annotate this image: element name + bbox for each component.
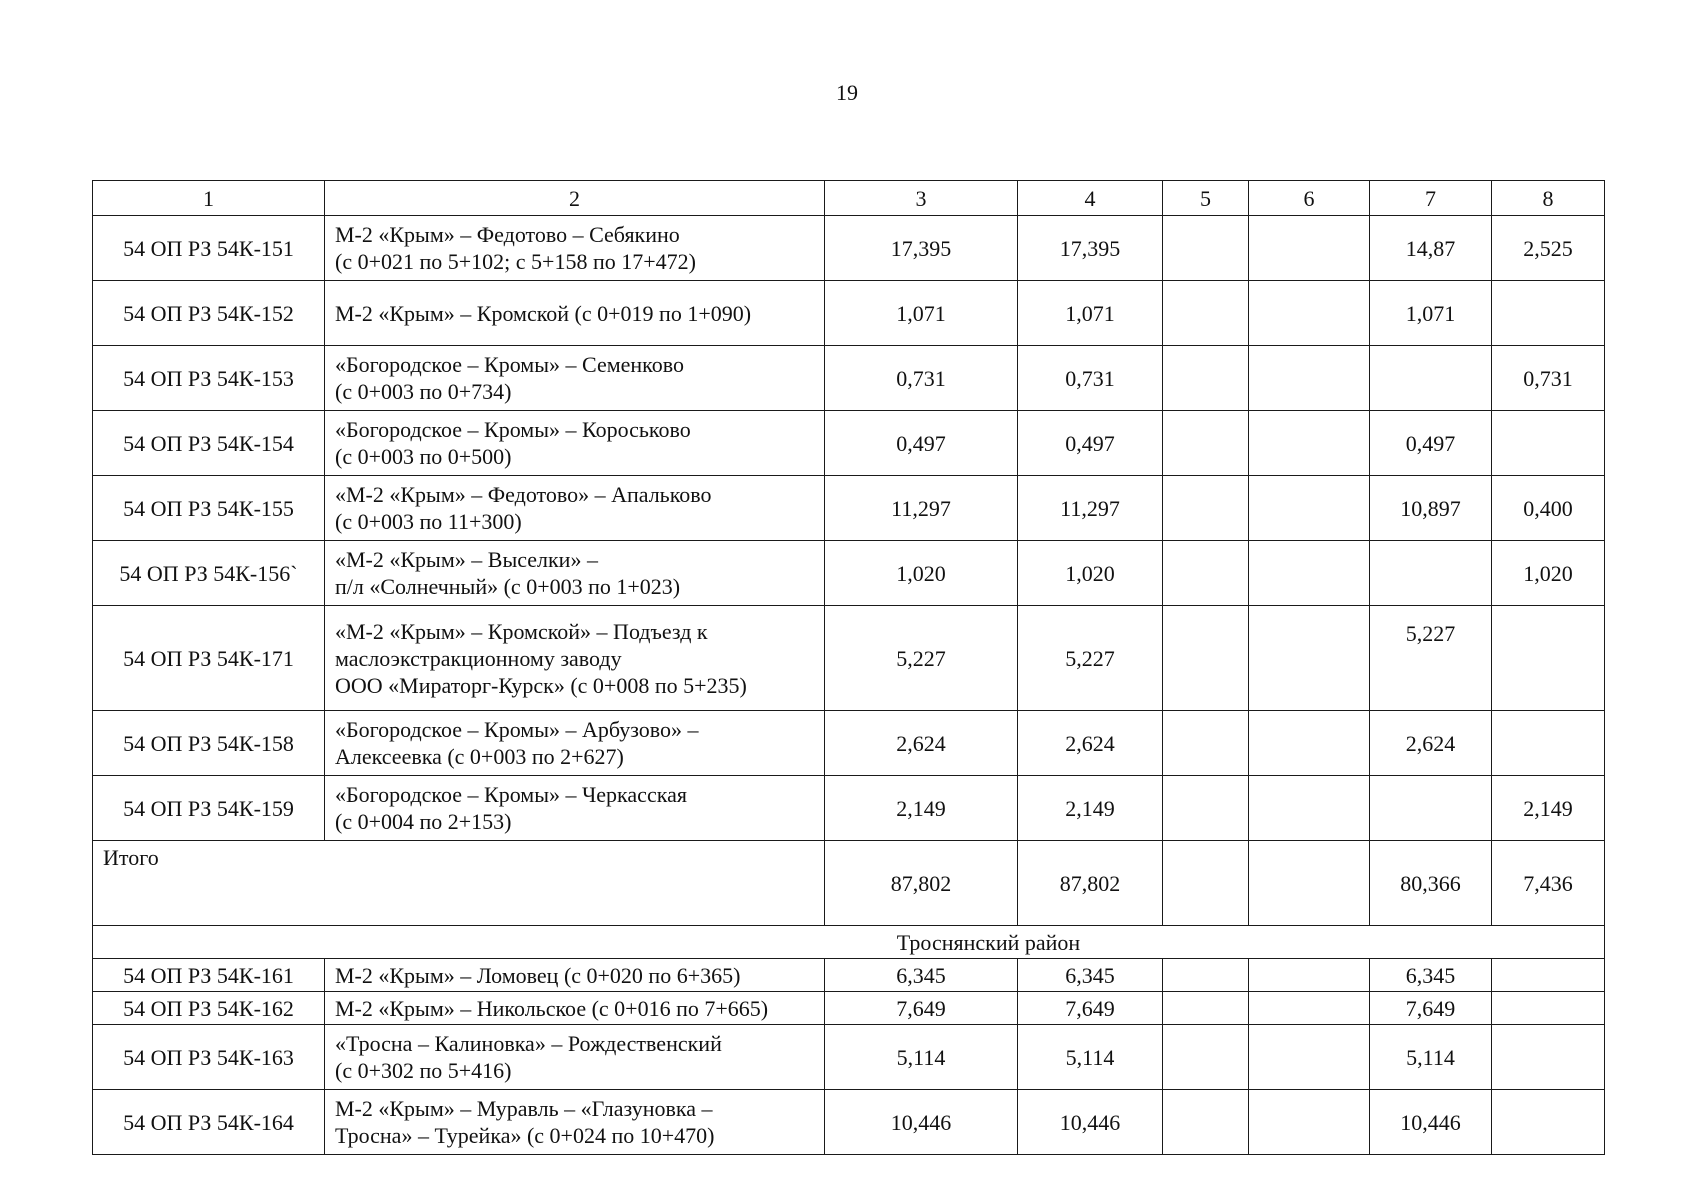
value-cell [1163, 606, 1249, 711]
value-cell: 2,149 [1492, 776, 1605, 841]
value-cell: 2,149 [1018, 776, 1163, 841]
value-cell [1249, 281, 1370, 346]
section-title: Троснянский район [93, 926, 1605, 959]
table-row [93, 476, 1605, 541]
road-name: «Богородское – Кромы» – Семенково (с 0+003 по 0+734) [325, 346, 825, 411]
header-cell: 8 [1492, 181, 1605, 216]
road-name: М-2 «Крым» – Никольское (с 0+016 по 7+665) [325, 992, 825, 1025]
value-cell [1163, 216, 1249, 281]
table-row [93, 1090, 1605, 1155]
value-cell [1163, 281, 1249, 346]
total-label: Итого [93, 841, 825, 926]
value-cell: 2,624 [1370, 711, 1492, 776]
total-value: 87,802 [825, 841, 1018, 926]
value-cell: 5,227 [825, 606, 1018, 711]
table-row [93, 346, 1605, 411]
road-name: «Богородское – Кромы» – Черкасская (с 0+004 по 2+153) [325, 776, 825, 841]
total-value: 80,366 [1370, 841, 1492, 926]
value-cell: 2,149 [825, 776, 1018, 841]
table-row [93, 281, 1605, 346]
value-cell [1249, 541, 1370, 606]
value-cell [1249, 992, 1370, 1025]
table-row [93, 992, 1605, 1025]
road-code: 54 ОП РЗ 54К-161 [93, 959, 325, 992]
value-cell: 5,114 [1018, 1025, 1163, 1090]
value-cell [1249, 1025, 1370, 1090]
table-row [93, 541, 1605, 606]
value-cell [1163, 711, 1249, 776]
header-cell: 1 [93, 181, 325, 216]
road-name: «Богородское – Кромы» – Арбузово» – Алексеевка (с 0+003 по 2+627) [325, 711, 825, 776]
road-code: 54 ОП РЗ 54К-154 [93, 411, 325, 476]
value-cell [1163, 1025, 1249, 1090]
value-cell [1249, 476, 1370, 541]
value-cell: 7,649 [1018, 992, 1163, 1025]
value-cell [1163, 476, 1249, 541]
road-name: М-2 «Крым» – Муравль – «Глазуновка – Тросна» – Турейка» (с 0+024 по 10+470) [325, 1090, 825, 1155]
value-cell: 6,345 [1370, 959, 1492, 992]
value-cell [1492, 959, 1605, 992]
value-cell [1163, 541, 1249, 606]
value-cell: 10,897 [1370, 476, 1492, 541]
value-cell [1249, 776, 1370, 841]
table-row [93, 711, 1605, 776]
table-row [93, 959, 1605, 992]
value-cell [1492, 1025, 1605, 1090]
road-code: 54 ОП РЗ 54К-163 [93, 1025, 325, 1090]
value-cell [1249, 606, 1370, 711]
value-cell [1492, 711, 1605, 776]
road-code: 54 ОП РЗ 54К-164 [93, 1090, 325, 1155]
road-code: 54 ОП РЗ 54К-162 [93, 992, 325, 1025]
table-row [93, 411, 1605, 476]
value-cell: 7,649 [1370, 992, 1492, 1025]
value-cell [1370, 541, 1492, 606]
value-cell: 6,345 [1018, 959, 1163, 992]
table-row [93, 606, 1605, 711]
value-cell [1370, 776, 1492, 841]
road-name: «М-2 «Крым» – Выселки» – п/л «Солнечный» (с 0+003 по 1+023) [325, 541, 825, 606]
road-name: М-2 «Крым» – Ломовец (с 0+020 по 6+365) [325, 959, 825, 992]
value-cell [1492, 606, 1605, 711]
value-cell [1249, 1090, 1370, 1155]
value-cell: 14,87 [1370, 216, 1492, 281]
value-cell: 0,731 [1018, 346, 1163, 411]
value-cell: 2,624 [1018, 711, 1163, 776]
header-cell: 2 [325, 181, 825, 216]
value-cell: 0,731 [825, 346, 1018, 411]
header-cell: 6 [1249, 181, 1370, 216]
value-cell: 10,446 [1370, 1090, 1492, 1155]
total-row [93, 841, 1605, 926]
value-cell: 2,624 [825, 711, 1018, 776]
header-row [93, 181, 1605, 216]
value-cell [1370, 346, 1492, 411]
table-row [93, 216, 1605, 281]
value-cell: 0,497 [1018, 411, 1163, 476]
page-number: 19 [836, 80, 858, 105]
value-cell [1163, 959, 1249, 992]
value-cell: 0,497 [825, 411, 1018, 476]
road-name: «М-2 «Крым» – Федотово» – Апальково (с 0+003 по 11+300) [325, 476, 825, 541]
value-cell: 10,446 [825, 1090, 1018, 1155]
value-cell: 0,400 [1492, 476, 1605, 541]
value-cell: 1,071 [1370, 281, 1492, 346]
road-name: «Тросна – Калиновка» – Рождественский (с 0+302 по 5+416) [325, 1025, 825, 1090]
table-row [93, 1025, 1605, 1090]
road-code: 54 ОП РЗ 54К-155 [93, 476, 325, 541]
road-code: 54 ОП РЗ 54К-159 [93, 776, 325, 841]
value-cell: 1,071 [825, 281, 1018, 346]
value-cell: 11,297 [1018, 476, 1163, 541]
road-name: «Богородское – Кромы» – Короськово (с 0+003 по 0+500) [325, 411, 825, 476]
value-cell [1249, 711, 1370, 776]
value-cell: 0,731 [1492, 346, 1605, 411]
road-code: 54 ОП РЗ 54К-151 [93, 216, 325, 281]
road-code: 54 ОП РЗ 54К-158 [93, 711, 325, 776]
value-cell [1249, 346, 1370, 411]
value-cell [1163, 346, 1249, 411]
value-cell: 11,297 [825, 476, 1018, 541]
value-cell [1163, 776, 1249, 841]
value-cell [1163, 992, 1249, 1025]
value-cell [1163, 1090, 1249, 1155]
road-name: М-2 «Крым» – Кромской (с 0+019 по 1+090) [325, 281, 825, 346]
header-cell: 3 [825, 181, 1018, 216]
value-cell [1492, 1090, 1605, 1155]
value-cell: 2,525 [1492, 216, 1605, 281]
value-cell [1492, 992, 1605, 1025]
value-cell: 5,227 [1018, 606, 1163, 711]
road-code: 54 ОП РЗ 54К-171 [93, 606, 325, 711]
value-cell: 5,114 [825, 1025, 1018, 1090]
value-cell [1249, 959, 1370, 992]
road-code: 54 ОП РЗ 54К-153 [93, 346, 325, 411]
total-value [1163, 841, 1249, 926]
value-cell [1492, 411, 1605, 476]
value-cell: 17,395 [1018, 216, 1163, 281]
table-row [93, 776, 1605, 841]
value-cell: 1,020 [825, 541, 1018, 606]
value-cell: 1,071 [1018, 281, 1163, 346]
value-cell [1249, 411, 1370, 476]
value-cell [1249, 216, 1370, 281]
total-value [1249, 841, 1370, 926]
value-cell: 7,649 [825, 992, 1018, 1025]
value-cell: 6,345 [825, 959, 1018, 992]
road-code: 54 ОП РЗ 54К-156` [93, 541, 325, 606]
value-cell: 5,114 [1370, 1025, 1492, 1090]
road-name: М-2 «Крым» – Федотово – Себякино (с 0+021 по 5+102; с 5+158 по 17+472) [325, 216, 825, 281]
value-cell: 1,020 [1492, 541, 1605, 606]
value-cell: 5,227 [1370, 606, 1492, 711]
roads-table [92, 180, 1605, 1155]
road-name: «М-2 «Крым» – Кромской» – Подъезд к маслоэкстракционному заводу ООО «Мираторг-Курск» (с 0+008 по 5+235) [325, 606, 825, 711]
header-cell: 4 [1018, 181, 1163, 216]
header-cell: 7 [1370, 181, 1492, 216]
total-value: 87,802 [1018, 841, 1163, 926]
value-cell [1163, 411, 1249, 476]
header-cell: 5 [1163, 181, 1249, 216]
total-value: 7,436 [1492, 841, 1605, 926]
road-code: 54 ОП РЗ 54К-152 [93, 281, 325, 346]
value-cell: 1,020 [1018, 541, 1163, 606]
value-cell: 17,395 [825, 216, 1018, 281]
value-cell: 0,497 [1370, 411, 1492, 476]
section-row [93, 926, 1605, 959]
value-cell: 10,446 [1018, 1090, 1163, 1155]
value-cell [1492, 281, 1605, 346]
